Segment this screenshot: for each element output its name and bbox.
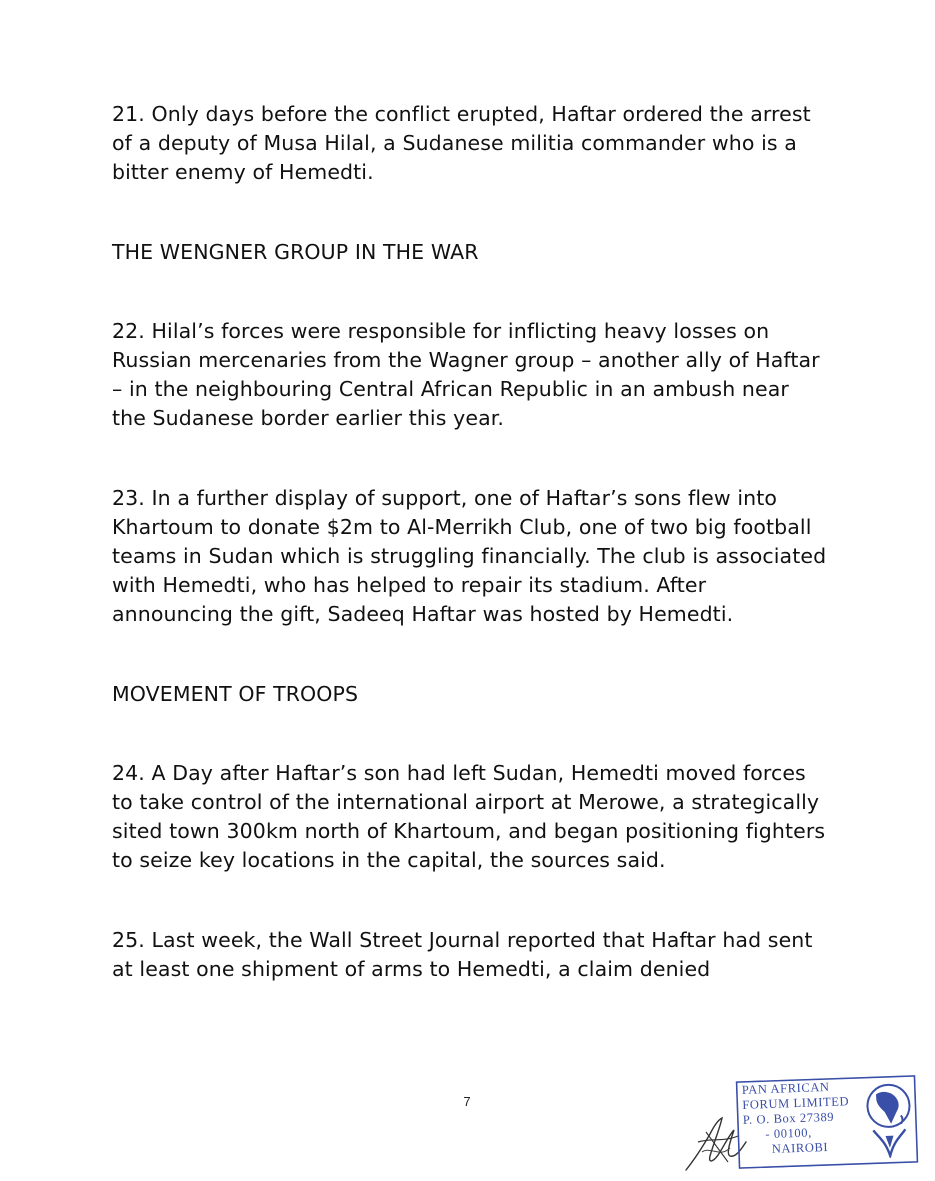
- stamp-line-pobox: P. O. Box 27389: [742, 1109, 835, 1127]
- paragraph-22: 22. Hilal’s forces were responsible for inflicting heavy losses on Russian mercenaries from the Wagner group – another ally of Haftar – in the neighbouring Central African Republic in an ambush near the Sudanese border earlier this year.: [112, 319, 820, 430]
- stamp-line-city: NAIROBI: [771, 1139, 829, 1156]
- globe-africa-icon: [864, 1079, 915, 1159]
- stamp-line-name-2: FORUM LIMITED: [742, 1094, 850, 1112]
- stamp-line-postcode: - 00100,: [765, 1125, 813, 1142]
- section-heading-troops: MOVEMENT OF TROOPS: [112, 682, 359, 706]
- company-stamp: [736, 1075, 919, 1169]
- section-heading-wagner: THE WENGNER GROUP IN THE WAR: [112, 240, 479, 264]
- stamp-line-name-1: PAN AFRICAN: [741, 1079, 830, 1097]
- paragraph-24: 24. A Day after Haftar’s son had left Sudan, Hemedti moved forces to take control of the international airport at Merowe, a strategically sited town 300km north of Khartoum, and began positioning fighters to seize key locations in the capital, the sources said.: [112, 761, 826, 872]
- document-body: [112, 100, 827, 984]
- page-number: 7: [463, 1094, 471, 1109]
- stamp-text: [742, 1079, 869, 1158]
- paragraph-23: 23. In a further display of support, one of Haftar’s sons flew into Khartoum to donate $2m to Al-Merrikh Club, one of two big football teams in Sudan which is struggling financially. The club is associated with Hemedti, who has helped to repair its stadium. After announcing the gift, Sadeeq Haftar was hosted by Hemedti.: [112, 486, 827, 626]
- paragraph-21: 21. Only days before the conflict erupted, Haftar ordered the arrest of a deputy of Musa Hilal, a Sudanese militia commander who is a bitter enemy of Hemedti.: [112, 102, 811, 184]
- paragraph-25: 25. Last week, the Wall Street Journal reported that Haftar had sent at least one shipment of arms to Hemedti, a claim denied: [112, 928, 813, 981]
